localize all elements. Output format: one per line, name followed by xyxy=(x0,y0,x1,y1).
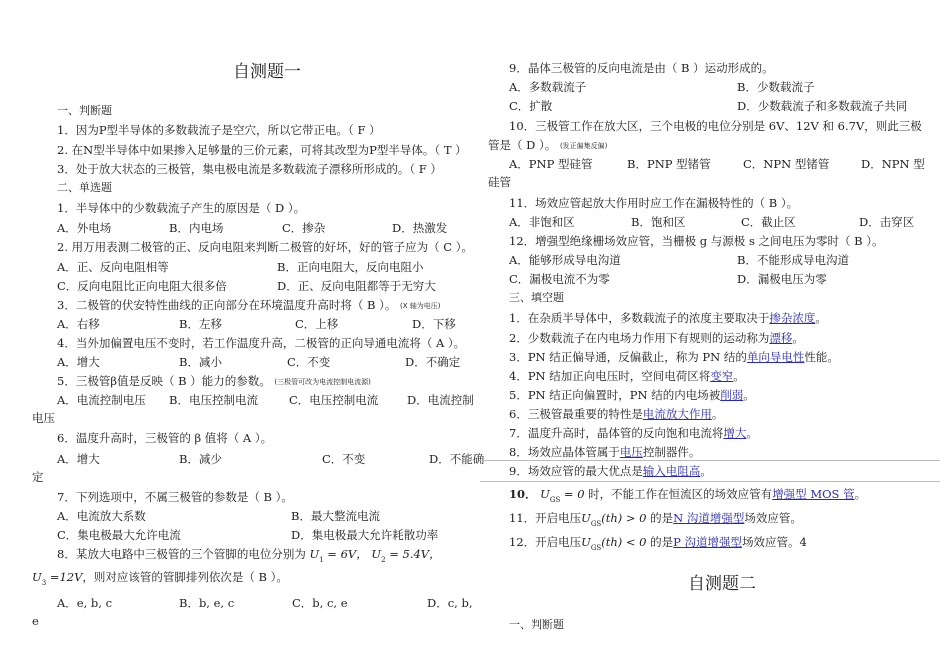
option-b: B．减小 xyxy=(179,355,222,369)
fill-4-answer: 变窄 xyxy=(710,369,734,383)
fill-3 xyxy=(509,349,839,365)
fill-5-end: 。 xyxy=(743,388,755,402)
options-6-wrap: 定 xyxy=(32,470,44,484)
fill-11 xyxy=(509,510,802,532)
question-10: 10．三极管工作在放大区，三个电极的电位分别是 6V、12V 和 6.7V，则此三极 xyxy=(509,119,922,133)
fill-12-text: 12．开启电压 xyxy=(509,535,582,549)
section-heading: 三、填空题 xyxy=(509,291,564,304)
fill-12-condition: (th) < 0 xyxy=(601,535,647,549)
option-c: C．掺杂 xyxy=(282,221,326,235)
option-c: C．不变 xyxy=(287,355,331,369)
fill-8 xyxy=(509,444,700,460)
fill-4-end: 。 xyxy=(733,369,745,383)
option-a: A．正、反向电阻相等 xyxy=(57,260,169,274)
ugs-subscript: GS xyxy=(590,544,602,552)
ugs-subscript: GS xyxy=(590,520,602,528)
section-heading: 一、判断题 xyxy=(57,104,112,117)
fill-9-text: 9．场效应管的最大优点是 xyxy=(509,464,643,478)
fill-5 xyxy=(509,387,755,403)
u1-symbol: U xyxy=(309,547,320,561)
fill-10-text: 时，不能工作在恒流区的场效应管有 xyxy=(584,487,773,501)
fill-2-text: 2．少数载流子在内电场力作用下有规则的运动称为 xyxy=(509,331,770,345)
option-d: D．集电极最大允许耗散功率 xyxy=(291,528,439,542)
option-b: B．不能形成导电沟道 xyxy=(737,253,849,267)
option-d: D．不确定 xyxy=(405,355,461,369)
option-d: D．正、反向电阻都等于无穷大 xyxy=(277,279,436,293)
option-c: C．扩散 xyxy=(509,99,553,113)
option-c: C．上移 xyxy=(295,317,339,331)
option-b: B．最大整流电流 xyxy=(291,509,380,523)
u2-value: = 5.4V， xyxy=(385,547,441,561)
question-5 xyxy=(57,373,371,390)
question-3-note: (X 轴为电压) xyxy=(399,302,441,310)
option-a: A．多数载流子 xyxy=(509,80,587,94)
option-b: B．正向电阻大，反向电阻小 xyxy=(277,260,424,274)
fill-3-answer: 单向导电性 xyxy=(746,350,805,364)
option-a: A．电流控制电压 xyxy=(57,393,146,407)
fill-1-end: 。 xyxy=(815,311,827,325)
u1-value: = 6V， xyxy=(323,547,368,561)
fill-6 xyxy=(509,406,723,422)
fill-11-end: 场效应管。 xyxy=(744,511,802,525)
option-b: B．饱和区 xyxy=(631,215,686,229)
question-3-text: 3．二极管的伏安特性曲线的正向部分在环境温度升高时将（ B ）。 xyxy=(57,298,397,312)
fill-7-end: 。 xyxy=(746,426,758,440)
option-c: C．b, c, e xyxy=(292,596,348,610)
fill-9-end: 。 xyxy=(700,464,712,478)
question-8-cont xyxy=(32,569,288,591)
divider xyxy=(480,460,940,461)
option-c: C．集电极最大允许电流 xyxy=(57,528,181,542)
fill-3-end: 性能。 xyxy=(804,350,839,364)
u3-value: =12V xyxy=(46,570,83,584)
question-1: 1．半导体中的少数载流子产生的原因是（ D ）。 xyxy=(57,201,306,215)
fill-2-answer: 漂移 xyxy=(769,331,793,345)
fill-10-end: 。 xyxy=(854,487,867,501)
u2-symbol: U xyxy=(371,547,382,561)
fill-12-mid: 的是 xyxy=(646,535,674,549)
fill-11-mid: 的是 xyxy=(646,511,674,525)
option-d: D．击穿区 xyxy=(859,215,915,229)
u1-subscript: 1 xyxy=(319,556,324,564)
option-a: A．PNP 型硅管 xyxy=(509,157,593,171)
option-c: C．不变 xyxy=(322,452,366,466)
u3-symbol: U xyxy=(32,570,42,584)
fill-11-answer: N 沟道增强型 xyxy=(673,511,745,525)
option-b: B．PNP 型锗管 xyxy=(627,157,711,171)
fill-8-end: 控制器件。 xyxy=(642,445,701,459)
fill-11-condition: (th) > 0 xyxy=(601,511,647,525)
divider xyxy=(480,481,940,482)
question-7: 7．下列选项中，不属三极管的参数是（ B ）。 xyxy=(57,490,293,504)
option-d: D．少数载流子和多数载流子共同 xyxy=(737,99,908,113)
fill-9 xyxy=(509,463,712,479)
option-d: D．c, b, xyxy=(427,596,473,610)
option-c: C．截止区 xyxy=(741,215,796,229)
options-10-wrap: 硅管 xyxy=(488,175,511,189)
option-a: A．e, b, c xyxy=(57,596,113,610)
options-5-wrap: 电压 xyxy=(32,411,55,425)
question-8 xyxy=(57,546,441,568)
question-11: 11．场效应管起放大作用时应工作在漏极特性的（ B ）。 xyxy=(509,196,799,210)
option-d: D．漏极电压为零 xyxy=(737,272,827,286)
option-a: A．能够形成导电沟道 xyxy=(509,253,621,267)
u2-subscript: 2 xyxy=(381,556,386,564)
ugs-symbol: U xyxy=(581,511,591,525)
question-8-text: 8．某放大电路中三极管的三个管脚的电位分别为 xyxy=(57,547,306,561)
ugs-symbol: U xyxy=(540,487,550,501)
fill-10-condition: = 0 xyxy=(560,487,585,501)
fill-12-end: 场效应管。4 xyxy=(742,535,807,549)
section-heading: 一、判断题 xyxy=(509,618,564,631)
fill-11-text: 11．开启电压 xyxy=(509,511,582,525)
fill-4 xyxy=(509,368,745,384)
question-2: 2. 用万用表测二极管的正、反向电阻来判断二极管的好坏，好的管子应为（ C ）。 xyxy=(57,240,473,254)
section-heading: 二、单选题 xyxy=(57,181,112,194)
fill-8-text: 8．场效应晶体管属于 xyxy=(509,445,620,459)
judge-question-2: 2. 在N型半导体中如果掺入足够量的三价元素，可将其改型为P型半导体。（ T ） xyxy=(57,143,467,157)
question-5-note: (三极管可改为电流控制电流源) xyxy=(274,378,371,386)
question-10-note: (发正偏集反偏) xyxy=(559,142,608,150)
ugs-subscript: GS xyxy=(549,496,561,504)
fill-1-answer: 掺杂浓度 xyxy=(769,311,816,325)
judge-question-1: 1．因为P型半导体的多数载流子是空穴，所以它带正电。（ F ） xyxy=(57,123,381,137)
option-a: A．非饱和区 xyxy=(509,215,575,229)
fill-4-text: 4．PN 结加正向电压时，空间电荷区将 xyxy=(509,369,711,383)
fill-3-text: 3．PN 结正偏导通，反偏截止，称为 PN 结的 xyxy=(509,350,747,364)
option-b: B．电压控制电流 xyxy=(169,393,258,407)
fill-5-text: 5．PN 结正向偏置时，PN 结的内电场被 xyxy=(509,388,721,402)
option-c: C．漏极电流不为零 xyxy=(509,272,610,286)
question-4: 4．当外加偏置电压不变时，若工作温度升高，二极管的正向导通电流将（ A ）。 xyxy=(57,336,466,350)
fill-6-answer: 电流放大作用 xyxy=(642,407,712,421)
fill-7-answer: 增大 xyxy=(723,426,747,440)
fill-1 xyxy=(509,310,827,326)
question-10-tail: 管是（ D ）。 xyxy=(488,138,557,152)
fill-12 xyxy=(509,534,807,556)
ugs-symbol: U xyxy=(581,535,591,549)
fill-2 xyxy=(509,330,804,346)
option-b: B．减少 xyxy=(179,452,222,466)
option-c: C．NPN 型锗管 xyxy=(743,157,830,171)
option-b: B．b, e, c xyxy=(179,596,235,610)
fill-5-answer: 削弱 xyxy=(720,388,744,402)
section-title-2: 自测题二 xyxy=(688,574,756,594)
fill-10-answer: 增强型 MOS 管 xyxy=(772,487,855,501)
fill-7 xyxy=(509,425,758,441)
option-d: D．热激发 xyxy=(392,221,448,235)
question-3 xyxy=(57,297,440,314)
option-a: A．电流放大系数 xyxy=(57,509,146,523)
option-b: B．内电场 xyxy=(169,221,224,235)
option-a: A．增大 xyxy=(57,355,100,369)
fill-1-text: 1．在杂质半导体中，多数载流子的浓度主要取决于 xyxy=(509,311,770,325)
u3-subscript: 3 xyxy=(41,579,47,587)
option-d: D．下移 xyxy=(412,317,456,331)
option-a: A．外电场 xyxy=(57,221,112,235)
fill-9-answer: 输入电阻高 xyxy=(642,464,701,478)
fill-10 xyxy=(509,486,866,508)
question-8-tail: ，则对应该管的管脚排列依次是（ B ）。 xyxy=(82,570,288,584)
option-b: B．少数载流子 xyxy=(737,80,815,94)
question-6: 6．温度升高时，三极管的 β 值将（ A ）。 xyxy=(57,431,273,445)
fill-10-number: 10． xyxy=(509,487,537,501)
page-title: 自测题一 xyxy=(233,62,301,82)
option-c: C．电压控制电流 xyxy=(289,393,379,407)
option-d: D．NPN 型 xyxy=(861,157,925,171)
question-9: 9．晶体三极管的反向电流是由（ B ）运动形成的。 xyxy=(509,61,774,75)
fill-6-text: 6．三极管最重要的特性是 xyxy=(509,407,643,421)
question-5-text: 5．三极管β值是反映（ B ）能力的参数。 xyxy=(57,374,271,388)
option-a: A．右移 xyxy=(57,317,100,331)
question-12: 12．增强型绝缘栅场效应管，当栅极 g 与源极 s 之间电压为零时（ B ）。 xyxy=(509,234,884,248)
option-b: B．左移 xyxy=(179,317,222,331)
options-8-wrap: e xyxy=(32,614,39,628)
fill-2-end: 。 xyxy=(792,331,804,345)
fill-6-end: 。 xyxy=(711,407,724,421)
option-a: A．增大 xyxy=(57,452,100,466)
option-d: D．不能确 xyxy=(429,452,485,466)
fill-12-answer: P 沟道增强型 xyxy=(673,535,743,549)
judge-question-3: 3．处于放大状态的三极管，集电极电流是多数载流子漂移所形成的。（ F ） xyxy=(57,162,442,176)
question-10-cont xyxy=(488,137,607,154)
option-c: C．反向电阻比正向电阻大很多倍 xyxy=(57,279,227,293)
option-d: D．电流控制 xyxy=(407,393,474,407)
fill-8-answer: 电压 xyxy=(619,445,643,459)
fill-7-text: 7．温度升高时，晶体管的反向饱和电流将 xyxy=(509,426,724,440)
